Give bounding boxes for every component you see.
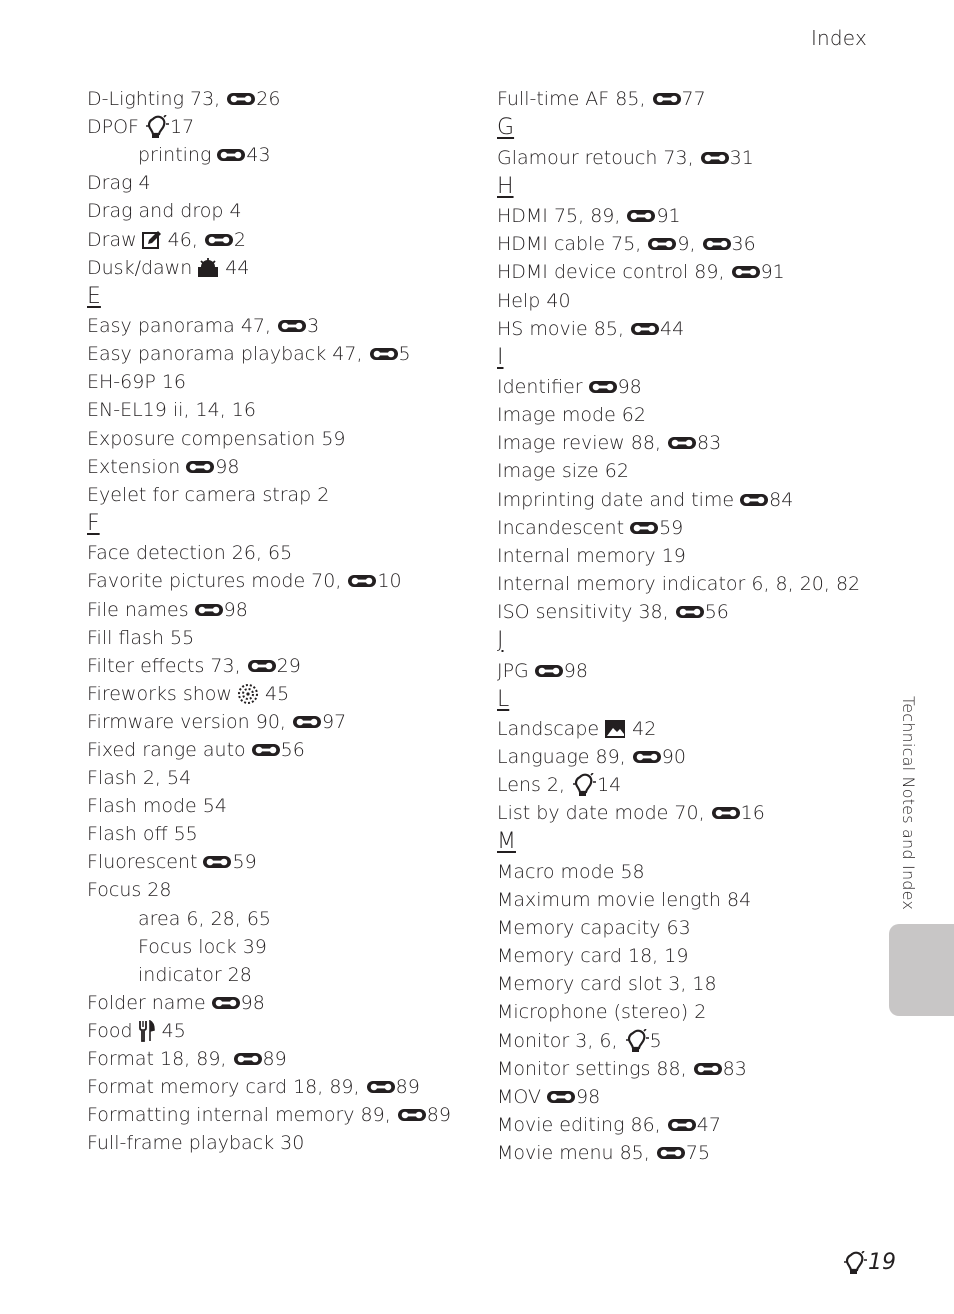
index-entry: [497, 942, 877, 970]
reference-icon: [629, 519, 659, 537]
index-entry-text: Image review 88,: [497, 432, 668, 455]
landscape-icon: [604, 719, 626, 739]
index-entry-text: Firmware version 90,: [87, 710, 293, 733]
index-page-ref: 17: [169, 116, 195, 139]
index-page-ref: 31: [729, 146, 754, 169]
index-entry-text: indicator 28: [138, 963, 252, 986]
food-icon: [138, 1020, 156, 1042]
index-entry-text: Easy panorama 47,: [87, 315, 278, 338]
index-entry: [87, 1017, 482, 1045]
index-entry: [87, 820, 482, 848]
index-entry-text: printing: [138, 144, 212, 167]
page-number: 19: [868, 1250, 896, 1275]
index-page-ref: 42: [626, 718, 657, 741]
index-entry: [87, 368, 482, 396]
index-column-left: [87, 85, 482, 1157]
section-thumb-tab: [889, 924, 954, 1016]
index-section-letter: H: [497, 173, 514, 199]
index-entry-text: Fixed range auto: [87, 739, 246, 762]
index-section-letter: I: [497, 344, 504, 370]
index-page-ref: 56: [704, 600, 729, 623]
index-page-ref: 45: [258, 682, 290, 705]
index-page-ref: 98: [563, 659, 588, 682]
index-page-ref: 83: [697, 432, 722, 455]
index-entry: [497, 286, 877, 314]
index-entry-text: Help 40: [497, 289, 571, 312]
index-page-ref: 91: [656, 205, 681, 228]
index-page-ref: 43: [246, 144, 271, 167]
index-entry: [497, 1055, 877, 1083]
index-entry: [87, 876, 482, 904]
reference-icon: [647, 235, 677, 253]
reference-icon: [226, 90, 256, 108]
reference-icon: [202, 853, 232, 871]
index-entry-text: Memory capacity 63: [497, 917, 691, 940]
index-section-letter: M: [497, 829, 516, 855]
index-page-ref: 45: [155, 1019, 186, 1042]
index-entry: [497, 886, 877, 914]
index-page-ref: 98: [617, 376, 642, 399]
index-column-right: [497, 85, 877, 1167]
index-entry-text: Full-time AF 85,: [497, 88, 652, 111]
reference-icon: [702, 235, 732, 253]
index-entry-text: Memory card 18, 19: [497, 945, 689, 968]
index-subentry: [87, 141, 482, 169]
reference-icon: [626, 207, 656, 225]
index-entry: [87, 652, 482, 680]
index-entry-text: Incandescent: [497, 516, 625, 539]
index-entry: [87, 764, 482, 792]
reference-icon: [211, 994, 241, 1012]
index-entry-text: EN-EL19 ii, 14, 16: [87, 399, 256, 422]
index-section-letter: L: [497, 686, 510, 712]
reference-icon: [251, 741, 281, 759]
index-entry: [497, 570, 877, 598]
index-entry-text: Eyelet for camera strap 2: [87, 483, 330, 506]
index-page-ref: 46,: [161, 228, 204, 251]
index-entry: [497, 401, 877, 429]
index-entry: [497, 914, 877, 942]
index-entry: [497, 457, 877, 485]
index-entry: [497, 657, 877, 685]
index-entry-text: Easy panorama playback 47,: [87, 343, 369, 366]
index-entry: [87, 113, 482, 141]
index-page-ref: 56: [280, 739, 305, 762]
index-page-ref: 89: [262, 1048, 287, 1071]
index-page-ref: 90: [661, 746, 686, 769]
index-section-letter: J: [497, 628, 504, 653]
index-page-ref: 29: [276, 654, 301, 677]
index-entry: [87, 481, 482, 509]
index-entry-text: Fluorescent: [87, 851, 198, 874]
index-entry: [87, 1129, 482, 1157]
reference-icon: [194, 601, 224, 619]
index-entry-text: Drag and drop 4: [87, 200, 242, 223]
index-entry-text: Fireworks show: [87, 682, 232, 705]
index-entry: [497, 373, 877, 401]
index-entry-text: Full-frame playback 30: [87, 1132, 305, 1155]
index-entry: [87, 197, 482, 225]
index-entry: [87, 85, 482, 113]
index-entry-text: Exposure compensation 59: [87, 427, 346, 450]
index-entry-text: Draw: [87, 228, 137, 251]
index-entry-text: HDMI cable 75,: [497, 233, 648, 256]
index-entry: [87, 736, 482, 764]
reference-icon: [632, 748, 662, 766]
index-entry: [87, 254, 482, 282]
index-page-ref: 10: [377, 570, 402, 593]
index-entry-text: Internal memory 19: [497, 544, 686, 567]
index-page-ref: 98: [215, 455, 240, 478]
index-page-ref: 98: [576, 1085, 601, 1108]
index-entry: [497, 230, 877, 258]
index-page-ref: 44: [660, 317, 685, 340]
index-entry-text: Focus 28: [87, 879, 172, 902]
index-page-ref: 36: [731, 233, 756, 256]
draw-icon: [142, 230, 162, 250]
index-entry-text: Landscape: [497, 718, 600, 741]
index-entry-text: ISO sensitivity 38,: [497, 600, 675, 623]
reference-icon: [675, 603, 705, 621]
reference-icon: [204, 231, 234, 249]
index-entry: [87, 1073, 482, 1101]
index-entry: [87, 680, 482, 708]
reference-icon: [185, 458, 215, 476]
index-entry: [87, 848, 482, 876]
index-entry: [497, 258, 877, 286]
index-page-ref: 77: [681, 88, 706, 111]
index-page-ref: 75: [685, 1141, 711, 1164]
reference-icon: [366, 1078, 396, 1096]
index-section-letter: E: [87, 283, 101, 309]
index-entry-text: Memory card slot 3, 18: [497, 973, 717, 996]
index-page-ref: 98: [223, 598, 248, 621]
page-footer: [842, 1250, 896, 1275]
index-page-ref: 2: [233, 228, 247, 251]
index-page-ref: 91: [760, 261, 785, 284]
index-entry: [497, 799, 877, 827]
index-entry-text: D-Lighting 73,: [87, 88, 227, 111]
index-page-ref: 9,: [677, 233, 702, 256]
tip-icon: [144, 115, 170, 139]
reference-icon: [739, 491, 769, 509]
reference-icon: [656, 1144, 686, 1162]
index-entry-text: Imprinting date and time: [497, 488, 735, 511]
index-entry: [87, 539, 482, 567]
index-entry-text: Dusk/dawn: [87, 256, 193, 279]
index-entry: [497, 998, 877, 1026]
reference-icon: [652, 90, 682, 108]
index-entry: [87, 989, 482, 1017]
index-entry-text: Face detection 26, 65: [87, 542, 293, 565]
index-entry-text: Formatting internal memory 89,: [87, 1104, 397, 1127]
index-page-ref: 3: [307, 315, 320, 338]
index-entry-text: Maximum movie length 84: [497, 889, 752, 912]
index-entry: [87, 708, 482, 736]
index-page-ref: 47: [696, 1113, 721, 1136]
index-entry-text: Flash mode 54: [87, 795, 227, 818]
index-entry-text: Identifier: [497, 376, 583, 399]
reference-icon: [247, 657, 277, 675]
index-page-ref: 84: [769, 488, 794, 511]
index-entry: [497, 1139, 877, 1167]
index-page-ref: 83: [722, 1057, 747, 1080]
index-section-letter: F: [87, 510, 100, 536]
index-entry: [497, 598, 877, 626]
index-entry: [497, 514, 877, 542]
reference-icon: [216, 146, 246, 164]
reference-icon: [292, 713, 322, 731]
index-entry: [497, 542, 877, 570]
index-entry: [87, 567, 482, 595]
tip-icon: [571, 773, 597, 797]
index-entry-text: List by date mode 70,: [497, 802, 711, 825]
reference-icon: [711, 804, 741, 822]
reference-icon: [630, 320, 660, 338]
index-entry-text: Image mode 62: [497, 404, 646, 427]
index-entry-text: Movie editing 86,: [497, 1113, 667, 1136]
reference-icon: [347, 572, 377, 590]
index-entry-text: File names: [87, 598, 189, 621]
reference-icon: [588, 378, 618, 396]
index-entry: [497, 970, 877, 998]
index-page-ref: 97: [322, 710, 347, 733]
index-page-ref: 14: [597, 774, 622, 797]
index-entry-text: MOV: [497, 1085, 542, 1108]
index-page-ref: 5: [398, 343, 411, 366]
index-entry-text: Monitor 3, 6,: [497, 1029, 624, 1052]
index-page-ref: 59: [232, 851, 257, 874]
index-entry: [87, 225, 482, 253]
reference-icon: [700, 149, 730, 167]
fireworks-icon: [237, 683, 259, 705]
reference-icon: [667, 434, 697, 452]
reference-icon: [233, 1050, 263, 1068]
reference-icon: [667, 1116, 697, 1134]
index-entry-text: Extension: [87, 455, 181, 478]
index-entry: [87, 1101, 482, 1129]
index-entry-text: Language 89,: [497, 746, 632, 769]
index-entry-text: HDMI 75, 89,: [497, 205, 627, 228]
index-entry: [87, 1045, 482, 1073]
reference-icon: [369, 345, 399, 363]
reference-icon: [693, 1060, 723, 1078]
index-section-letter: G: [497, 115, 515, 141]
index-page-ref: 44: [219, 256, 250, 279]
reference-icon: [546, 1088, 576, 1106]
index-page-ref: 5: [649, 1029, 662, 1052]
index-entry-text: Microphone (stereo) 2: [497, 1001, 707, 1024]
reference-icon: [731, 263, 761, 281]
index-entry-text: EH-69P 16: [87, 371, 186, 394]
index-entry-text: Folder name: [87, 991, 206, 1014]
index-entry-text: Flash off 55: [87, 823, 198, 846]
index-entry: [497, 715, 877, 743]
index-entry: [497, 1027, 877, 1055]
dusk-dawn-icon: [197, 258, 219, 278]
index-entry-text: Image size 62: [497, 460, 629, 483]
reference-icon: [534, 662, 564, 680]
index-entry-text: Focus lock 39: [138, 935, 267, 958]
index-subentry: [87, 933, 482, 961]
index-entry: [87, 340, 482, 368]
index-entry-text: Filter effects 73,: [87, 654, 247, 677]
index-entry: [497, 144, 877, 172]
index-entry-text: Monitor settings 88,: [497, 1057, 693, 1080]
index-page-ref: 26: [256, 88, 281, 111]
index-entry-text: Format memory card 18, 89,: [87, 1076, 366, 1099]
index-page-ref: 89: [395, 1076, 420, 1099]
index-entry: [87, 792, 482, 820]
index-entry: [87, 396, 482, 424]
index-page-ref: 16: [740, 802, 765, 825]
index-entry: [497, 486, 877, 514]
index-entry-text: Fill flash 55: [87, 626, 195, 649]
index-entry: [497, 429, 877, 457]
index-entry-text: DPOF: [87, 116, 139, 139]
index-entry: [87, 312, 482, 340]
index-entry-text: HS movie 85,: [497, 317, 631, 340]
index-entry-text: Macro mode 58: [497, 861, 645, 884]
index-subentry: [87, 961, 482, 989]
index-page-ref: 59: [659, 516, 684, 539]
reference-icon: [277, 317, 307, 335]
index-entry-text: Lens 2,: [497, 774, 572, 797]
index-entry-text: JPG: [497, 659, 529, 682]
index-page-ref: 89: [426, 1104, 451, 1127]
index-entry: [87, 425, 482, 453]
reference-icon: [397, 1106, 427, 1124]
index-entry: [497, 771, 877, 799]
index-entry-text: Flash 2, 54: [87, 767, 192, 790]
index-entry: [87, 169, 482, 197]
index-entry: [497, 1083, 877, 1111]
section-side-label: Technical Notes and Index: [899, 696, 918, 911]
tip-icon: [624, 1029, 650, 1053]
index-entry-text: Movie menu 85,: [497, 1141, 656, 1164]
index-entry: [497, 1111, 877, 1139]
index-entry-text: Glamour retouch 73,: [497, 146, 700, 169]
index-entry-text: Internal memory indicator 6, 8, 20, 82: [497, 572, 861, 595]
index-entry: [497, 315, 877, 343]
index-entry: [497, 202, 877, 230]
index-entry: [87, 624, 482, 652]
index-entry: [87, 453, 482, 481]
index-entry-text: area 6, 28, 65: [138, 907, 272, 930]
index-subentry: [87, 905, 482, 933]
index-entry: [497, 743, 877, 771]
index-entry-text: Food: [87, 1019, 133, 1042]
index-entry-text: HDMI device control 89,: [497, 261, 731, 284]
index-entry: [497, 85, 877, 113]
index-entry: [87, 596, 482, 624]
index-entry-text: Format 18, 89,: [87, 1048, 233, 1071]
index-entry: [497, 858, 877, 886]
index-entry-text: Drag 4: [87, 172, 151, 195]
index-page-ref: 98: [240, 991, 265, 1014]
index-entry-text: Favorite pictures mode 70,: [87, 570, 348, 593]
page-header-title: Index: [810, 26, 867, 50]
tip-icon: [842, 1251, 868, 1275]
